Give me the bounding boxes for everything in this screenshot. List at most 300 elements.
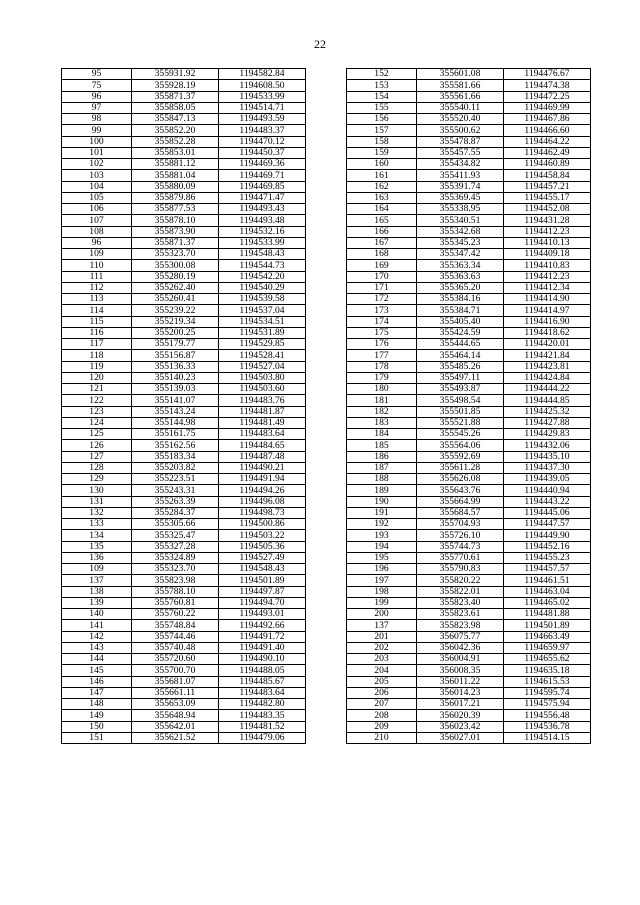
x-coordinate-cell: 355493.87 bbox=[417, 384, 504, 395]
table-row bbox=[347, 564, 591, 575]
x-coordinate-cell: 355327.28 bbox=[132, 541, 219, 552]
point-number-cell: 128 bbox=[62, 462, 132, 473]
y-coordinate-cell: 1194439.05 bbox=[504, 474, 591, 485]
table-row bbox=[62, 642, 306, 653]
y-coordinate-cell: 1194534.51 bbox=[219, 316, 306, 327]
point-number-cell: 183 bbox=[347, 417, 417, 428]
y-coordinate-cell: 1194492.66 bbox=[219, 620, 306, 631]
point-number-cell: 178 bbox=[347, 361, 417, 372]
table-row bbox=[347, 530, 591, 541]
x-coordinate-cell: 355342.68 bbox=[417, 226, 504, 237]
y-coordinate-cell: 1194494.70 bbox=[219, 597, 306, 608]
x-coordinate-cell: 355540.11 bbox=[417, 102, 504, 113]
point-number-cell: 209 bbox=[347, 721, 417, 732]
point-number-cell: 184 bbox=[347, 429, 417, 440]
x-coordinate-cell: 355263.39 bbox=[132, 496, 219, 507]
table-row bbox=[62, 417, 306, 428]
table-row bbox=[62, 316, 306, 327]
table-row bbox=[347, 620, 591, 631]
point-number-cell: 155 bbox=[347, 102, 417, 113]
point-number-cell: 165 bbox=[347, 215, 417, 226]
point-number-cell: 134 bbox=[62, 530, 132, 541]
table-row bbox=[62, 429, 306, 440]
y-coordinate-cell: 1194445.06 bbox=[504, 507, 591, 518]
y-coordinate-cell: 1194469.71 bbox=[219, 170, 306, 181]
table-row bbox=[347, 305, 591, 316]
y-coordinate-cell: 1194412.23 bbox=[504, 226, 591, 237]
point-number-cell: 122 bbox=[62, 395, 132, 406]
x-coordinate-cell: 355444.65 bbox=[417, 339, 504, 350]
table-row bbox=[347, 237, 591, 248]
table-row bbox=[347, 80, 591, 91]
table-row bbox=[62, 192, 306, 203]
x-coordinate-cell: 355340.51 bbox=[417, 215, 504, 226]
x-coordinate-cell: 355653.09 bbox=[132, 699, 219, 710]
point-number-cell: 120 bbox=[62, 372, 132, 383]
x-coordinate-cell: 355664.99 bbox=[417, 496, 504, 507]
point-number-cell: 180 bbox=[347, 384, 417, 395]
y-coordinate-cell: 1194490.21 bbox=[219, 462, 306, 473]
point-number-cell: 139 bbox=[62, 597, 132, 608]
y-coordinate-cell: 1194493.43 bbox=[219, 204, 306, 215]
y-coordinate-cell: 1194463.04 bbox=[504, 586, 591, 597]
y-coordinate-cell: 1194481.49 bbox=[219, 417, 306, 428]
x-coordinate-cell: 355626.08 bbox=[417, 474, 504, 485]
point-number-cell: 129 bbox=[62, 474, 132, 485]
x-coordinate-cell: 355501.85 bbox=[417, 406, 504, 417]
point-number-cell: 152 bbox=[347, 69, 417, 80]
y-coordinate-cell: 1194496.08 bbox=[219, 496, 306, 507]
x-coordinate-cell: 355384.71 bbox=[417, 305, 504, 316]
x-coordinate-cell: 356020.39 bbox=[417, 710, 504, 721]
x-coordinate-cell: 355648.94 bbox=[132, 710, 219, 721]
x-coordinate-cell: 355434.82 bbox=[417, 159, 504, 170]
point-number-cell: 158 bbox=[347, 136, 417, 147]
x-coordinate-cell: 355280.19 bbox=[132, 271, 219, 282]
table-row bbox=[62, 327, 306, 338]
point-number-cell: 159 bbox=[347, 147, 417, 158]
y-coordinate-cell: 1194498.73 bbox=[219, 507, 306, 518]
y-coordinate-cell: 1194529.85 bbox=[219, 339, 306, 350]
point-number-cell: 205 bbox=[347, 676, 417, 687]
point-number-cell: 197 bbox=[347, 575, 417, 586]
point-number-cell: 192 bbox=[347, 519, 417, 530]
x-coordinate-cell: 355858.05 bbox=[132, 102, 219, 113]
table-row bbox=[62, 102, 306, 113]
point-number-cell: 98 bbox=[62, 114, 132, 125]
x-coordinate-cell: 355485.26 bbox=[417, 361, 504, 372]
table-row bbox=[62, 159, 306, 170]
coordinates-table-right bbox=[346, 68, 591, 744]
table-row bbox=[62, 249, 306, 260]
table-row bbox=[347, 417, 591, 428]
y-coordinate-cell: 1194414.97 bbox=[504, 305, 591, 316]
table-row bbox=[62, 305, 306, 316]
x-coordinate-cell: 355877.53 bbox=[132, 204, 219, 215]
x-coordinate-cell: 356014.23 bbox=[417, 687, 504, 698]
point-number-cell: 203 bbox=[347, 654, 417, 665]
x-coordinate-cell: 355141.07 bbox=[132, 395, 219, 406]
table-row bbox=[62, 676, 306, 687]
y-coordinate-cell: 1194608.50 bbox=[219, 80, 306, 91]
y-coordinate-cell: 1194483.64 bbox=[219, 429, 306, 440]
table-row bbox=[347, 699, 591, 710]
y-coordinate-cell: 1194490.10 bbox=[219, 654, 306, 665]
point-number-cell: 132 bbox=[62, 507, 132, 518]
y-coordinate-cell: 1194424.84 bbox=[504, 372, 591, 383]
x-coordinate-cell: 355661.11 bbox=[132, 687, 219, 698]
table-row bbox=[347, 136, 591, 147]
point-number-cell: 104 bbox=[62, 181, 132, 192]
y-coordinate-cell: 1194503.22 bbox=[219, 530, 306, 541]
point-number-cell: 118 bbox=[62, 350, 132, 361]
table-row bbox=[347, 226, 591, 237]
x-coordinate-cell: 356008.35 bbox=[417, 665, 504, 676]
table-row bbox=[62, 451, 306, 462]
point-number-cell: 96 bbox=[62, 91, 132, 102]
x-coordinate-cell: 355363.63 bbox=[417, 271, 504, 282]
point-number-cell: 206 bbox=[347, 687, 417, 698]
y-coordinate-cell: 1194435.10 bbox=[504, 451, 591, 462]
x-coordinate-cell: 355871.37 bbox=[132, 91, 219, 102]
point-number-cell: 142 bbox=[62, 631, 132, 642]
y-coordinate-cell: 1194505.36 bbox=[219, 541, 306, 552]
y-coordinate-cell: 1194483.76 bbox=[219, 395, 306, 406]
point-number-cell: 107 bbox=[62, 215, 132, 226]
y-coordinate-cell: 1194494.26 bbox=[219, 485, 306, 496]
point-number-cell: 115 bbox=[62, 316, 132, 327]
x-coordinate-cell: 355520.40 bbox=[417, 114, 504, 125]
table-row bbox=[62, 384, 306, 395]
table-row bbox=[62, 260, 306, 271]
y-coordinate-cell: 1194533.99 bbox=[219, 237, 306, 248]
table-row bbox=[347, 102, 591, 113]
table-row bbox=[347, 541, 591, 552]
table-row bbox=[62, 125, 306, 136]
y-coordinate-cell: 1194455.23 bbox=[504, 552, 591, 563]
point-number-cell: 208 bbox=[347, 710, 417, 721]
point-number-cell: 112 bbox=[62, 282, 132, 293]
point-number-cell: 117 bbox=[62, 339, 132, 350]
x-coordinate-cell: 355878.10 bbox=[132, 215, 219, 226]
table-row bbox=[347, 575, 591, 586]
point-number-cell: 96 bbox=[62, 237, 132, 248]
y-coordinate-cell: 1194501.89 bbox=[504, 620, 591, 631]
table-row bbox=[347, 440, 591, 451]
x-coordinate-cell: 355928.19 bbox=[132, 80, 219, 91]
x-coordinate-cell: 355601.08 bbox=[417, 69, 504, 80]
x-coordinate-cell: 355260.41 bbox=[132, 294, 219, 305]
table-row bbox=[62, 361, 306, 372]
x-coordinate-cell: 355740.48 bbox=[132, 642, 219, 653]
y-coordinate-cell: 1194532.16 bbox=[219, 226, 306, 237]
x-coordinate-cell: 355564.06 bbox=[417, 440, 504, 451]
x-coordinate-cell: 355726.10 bbox=[417, 530, 504, 541]
point-number-cell: 156 bbox=[347, 114, 417, 125]
table-row bbox=[62, 282, 306, 293]
y-coordinate-cell: 1194655.62 bbox=[504, 654, 591, 665]
point-number-cell: 119 bbox=[62, 361, 132, 372]
x-coordinate-cell: 355464.14 bbox=[417, 350, 504, 361]
x-coordinate-cell: 355162.56 bbox=[132, 440, 219, 451]
y-coordinate-cell: 1194469.99 bbox=[504, 102, 591, 113]
y-coordinate-cell: 1194548.43 bbox=[219, 564, 306, 575]
y-coordinate-cell: 1194412.34 bbox=[504, 282, 591, 293]
x-coordinate-cell: 355183.34 bbox=[132, 451, 219, 462]
point-number-cell: 173 bbox=[347, 305, 417, 316]
y-coordinate-cell: 1194481.88 bbox=[504, 609, 591, 620]
table-row bbox=[347, 462, 591, 473]
point-number-cell: 97 bbox=[62, 102, 132, 113]
x-coordinate-cell: 355521.88 bbox=[417, 417, 504, 428]
x-coordinate-cell: 356027.01 bbox=[417, 732, 504, 743]
x-coordinate-cell: 355365.20 bbox=[417, 282, 504, 293]
y-coordinate-cell: 1194460.89 bbox=[504, 159, 591, 170]
y-coordinate-cell: 1194544.73 bbox=[219, 260, 306, 271]
table-row bbox=[62, 687, 306, 698]
x-coordinate-cell: 355144.98 bbox=[132, 417, 219, 428]
table-row bbox=[62, 350, 306, 361]
table-row bbox=[62, 69, 306, 80]
point-number-cell: 163 bbox=[347, 192, 417, 203]
y-coordinate-cell: 1194533.99 bbox=[219, 91, 306, 102]
x-coordinate-cell: 355852.28 bbox=[132, 136, 219, 147]
point-number-cell: 95 bbox=[62, 69, 132, 80]
x-coordinate-cell: 355161.75 bbox=[132, 429, 219, 440]
point-number-cell: 199 bbox=[347, 597, 417, 608]
x-coordinate-cell: 355581.66 bbox=[417, 80, 504, 91]
table-row bbox=[347, 215, 591, 226]
x-coordinate-cell: 355744.46 bbox=[132, 631, 219, 642]
table-row bbox=[347, 395, 591, 406]
point-number-cell: 130 bbox=[62, 485, 132, 496]
y-coordinate-cell: 1194462.49 bbox=[504, 147, 591, 158]
x-coordinate-cell: 355369.45 bbox=[417, 192, 504, 203]
point-number-cell: 151 bbox=[62, 732, 132, 743]
table-row bbox=[347, 654, 591, 665]
x-coordinate-cell: 355179.77 bbox=[132, 339, 219, 350]
point-number-cell: 162 bbox=[347, 181, 417, 192]
point-number-cell: 210 bbox=[347, 732, 417, 743]
y-coordinate-cell: 1194443.22 bbox=[504, 496, 591, 507]
x-coordinate-cell: 355880.09 bbox=[132, 181, 219, 192]
y-coordinate-cell: 1194467.86 bbox=[504, 114, 591, 125]
x-coordinate-cell: 355347.42 bbox=[417, 249, 504, 260]
table-row bbox=[62, 496, 306, 507]
table-row bbox=[62, 170, 306, 181]
table-row bbox=[347, 249, 591, 260]
table-row bbox=[347, 147, 591, 158]
x-coordinate-cell: 355770.61 bbox=[417, 552, 504, 563]
point-number-cell: 136 bbox=[62, 552, 132, 563]
x-coordinate-cell: 355325.47 bbox=[132, 530, 219, 541]
table-row bbox=[62, 609, 306, 620]
x-coordinate-cell: 355621.52 bbox=[132, 732, 219, 743]
point-number-cell: 161 bbox=[347, 170, 417, 181]
y-coordinate-cell: 1194493.01 bbox=[219, 609, 306, 620]
x-coordinate-cell: 355239.22 bbox=[132, 305, 219, 316]
x-coordinate-cell: 355391.74 bbox=[417, 181, 504, 192]
y-coordinate-cell: 1194485.67 bbox=[219, 676, 306, 687]
point-number-cell: 191 bbox=[347, 507, 417, 518]
table-row bbox=[62, 372, 306, 383]
table-row bbox=[62, 80, 306, 91]
table-row bbox=[347, 271, 591, 282]
point-number-cell: 153 bbox=[347, 80, 417, 91]
x-coordinate-cell: 356011.22 bbox=[417, 676, 504, 687]
table-row bbox=[62, 136, 306, 147]
point-number-cell: 102 bbox=[62, 159, 132, 170]
table-row bbox=[62, 226, 306, 237]
x-coordinate-cell: 355823.61 bbox=[417, 609, 504, 620]
point-number-cell: 144 bbox=[62, 654, 132, 665]
point-number-cell: 204 bbox=[347, 665, 417, 676]
x-coordinate-cell: 355500.62 bbox=[417, 125, 504, 136]
x-coordinate-cell: 355139.03 bbox=[132, 384, 219, 395]
y-coordinate-cell: 1194469.36 bbox=[219, 159, 306, 170]
table-row bbox=[62, 440, 306, 451]
point-number-cell: 188 bbox=[347, 474, 417, 485]
table-row bbox=[347, 350, 591, 361]
table-row bbox=[347, 327, 591, 338]
table-row bbox=[347, 721, 591, 732]
x-coordinate-cell: 355200.25 bbox=[132, 327, 219, 338]
y-coordinate-cell: 1194440.94 bbox=[504, 485, 591, 496]
x-coordinate-cell: 355684.57 bbox=[417, 507, 504, 518]
x-coordinate-cell: 355219.34 bbox=[132, 316, 219, 327]
point-number-cell: 175 bbox=[347, 327, 417, 338]
y-coordinate-cell: 1194482.80 bbox=[219, 699, 306, 710]
y-coordinate-cell: 1194425.32 bbox=[504, 406, 591, 417]
y-coordinate-cell: 1194458.84 bbox=[504, 170, 591, 181]
point-number-cell: 190 bbox=[347, 496, 417, 507]
point-number-cell: 166 bbox=[347, 226, 417, 237]
y-coordinate-cell: 1194556.48 bbox=[504, 710, 591, 721]
point-number-cell: 172 bbox=[347, 294, 417, 305]
table-row bbox=[347, 676, 591, 687]
y-coordinate-cell: 1194429.83 bbox=[504, 429, 591, 440]
x-coordinate-cell: 355561.66 bbox=[417, 91, 504, 102]
table-row bbox=[62, 541, 306, 552]
x-coordinate-cell: 355323.70 bbox=[132, 249, 219, 260]
x-coordinate-cell: 355338.95 bbox=[417, 204, 504, 215]
y-coordinate-cell: 1194474.38 bbox=[504, 80, 591, 91]
y-coordinate-cell: 1194450.37 bbox=[219, 147, 306, 158]
x-coordinate-cell: 355847.13 bbox=[132, 114, 219, 125]
table-row bbox=[62, 237, 306, 248]
table-row bbox=[62, 732, 306, 743]
point-number-cell: 121 bbox=[62, 384, 132, 395]
x-coordinate-cell: 355305.66 bbox=[132, 519, 219, 530]
point-number-cell: 137 bbox=[62, 575, 132, 586]
point-number-cell: 177 bbox=[347, 350, 417, 361]
table-row bbox=[347, 631, 591, 642]
point-number-cell: 75 bbox=[62, 80, 132, 91]
point-number-cell: 200 bbox=[347, 609, 417, 620]
point-number-cell: 146 bbox=[62, 676, 132, 687]
point-number-cell: 100 bbox=[62, 136, 132, 147]
x-coordinate-cell: 355643.76 bbox=[417, 485, 504, 496]
table-row bbox=[347, 181, 591, 192]
point-number-cell: 141 bbox=[62, 620, 132, 631]
point-number-cell: 195 bbox=[347, 552, 417, 563]
x-coordinate-cell: 355411.93 bbox=[417, 170, 504, 181]
point-number-cell: 110 bbox=[62, 260, 132, 271]
x-coordinate-cell: 355744.73 bbox=[417, 541, 504, 552]
y-coordinate-cell: 1194484.65 bbox=[219, 440, 306, 451]
x-coordinate-cell: 355262.40 bbox=[132, 282, 219, 293]
y-coordinate-cell: 1194527.04 bbox=[219, 361, 306, 372]
x-coordinate-cell: 355497.11 bbox=[417, 372, 504, 383]
x-coordinate-cell: 355345.23 bbox=[417, 237, 504, 248]
table-row bbox=[347, 91, 591, 102]
table-row bbox=[347, 687, 591, 698]
table-row bbox=[347, 642, 591, 653]
y-coordinate-cell: 1194432.06 bbox=[504, 440, 591, 451]
y-coordinate-cell: 1194488.05 bbox=[219, 665, 306, 676]
point-number-cell: 103 bbox=[62, 170, 132, 181]
y-coordinate-cell: 1194539.58 bbox=[219, 294, 306, 305]
point-number-cell: 196 bbox=[347, 564, 417, 575]
y-coordinate-cell: 1194500.86 bbox=[219, 519, 306, 530]
point-number-cell: 179 bbox=[347, 372, 417, 383]
table-row bbox=[347, 552, 591, 563]
x-coordinate-cell: 355363.34 bbox=[417, 260, 504, 271]
point-number-cell: 124 bbox=[62, 417, 132, 428]
point-number-cell: 148 bbox=[62, 699, 132, 710]
x-coordinate-cell: 355820.22 bbox=[417, 575, 504, 586]
table-row bbox=[62, 114, 306, 125]
table-row bbox=[347, 710, 591, 721]
point-number-cell: 109 bbox=[62, 249, 132, 260]
point-number-cell: 108 bbox=[62, 226, 132, 237]
table-row bbox=[347, 384, 591, 395]
x-coordinate-cell: 355498.54 bbox=[417, 395, 504, 406]
x-coordinate-cell: 355243.31 bbox=[132, 485, 219, 496]
table-row bbox=[62, 721, 306, 732]
table-row bbox=[62, 654, 306, 665]
table-row bbox=[347, 294, 591, 305]
table-row bbox=[347, 282, 591, 293]
y-coordinate-cell: 1194423.81 bbox=[504, 361, 591, 372]
y-coordinate-cell: 1194464.22 bbox=[504, 136, 591, 147]
table-row bbox=[62, 530, 306, 541]
point-number-cell: 182 bbox=[347, 406, 417, 417]
y-coordinate-cell: 1194410.13 bbox=[504, 237, 591, 248]
point-number-cell: 133 bbox=[62, 519, 132, 530]
y-coordinate-cell: 1194659.97 bbox=[504, 642, 591, 653]
x-coordinate-cell: 355700.70 bbox=[132, 665, 219, 676]
x-coordinate-cell: 355642.01 bbox=[132, 721, 219, 732]
point-number-cell: 138 bbox=[62, 586, 132, 597]
y-coordinate-cell: 1194503.60 bbox=[219, 384, 306, 395]
table-row bbox=[347, 260, 591, 271]
table-row bbox=[347, 339, 591, 350]
table-row bbox=[62, 339, 306, 350]
point-number-cell: 143 bbox=[62, 642, 132, 653]
x-coordinate-cell: 355384.16 bbox=[417, 294, 504, 305]
point-number-cell: 194 bbox=[347, 541, 417, 552]
x-coordinate-cell: 355822.01 bbox=[417, 586, 504, 597]
point-number-cell: 140 bbox=[62, 609, 132, 620]
point-number-cell: 106 bbox=[62, 204, 132, 215]
y-coordinate-cell: 1194431.28 bbox=[504, 215, 591, 226]
y-coordinate-cell: 1194663.49 bbox=[504, 631, 591, 642]
y-coordinate-cell: 1194491.72 bbox=[219, 631, 306, 642]
y-coordinate-cell: 1194455.17 bbox=[504, 192, 591, 203]
x-coordinate-cell: 355852.20 bbox=[132, 125, 219, 136]
x-coordinate-cell: 355790.83 bbox=[417, 564, 504, 575]
